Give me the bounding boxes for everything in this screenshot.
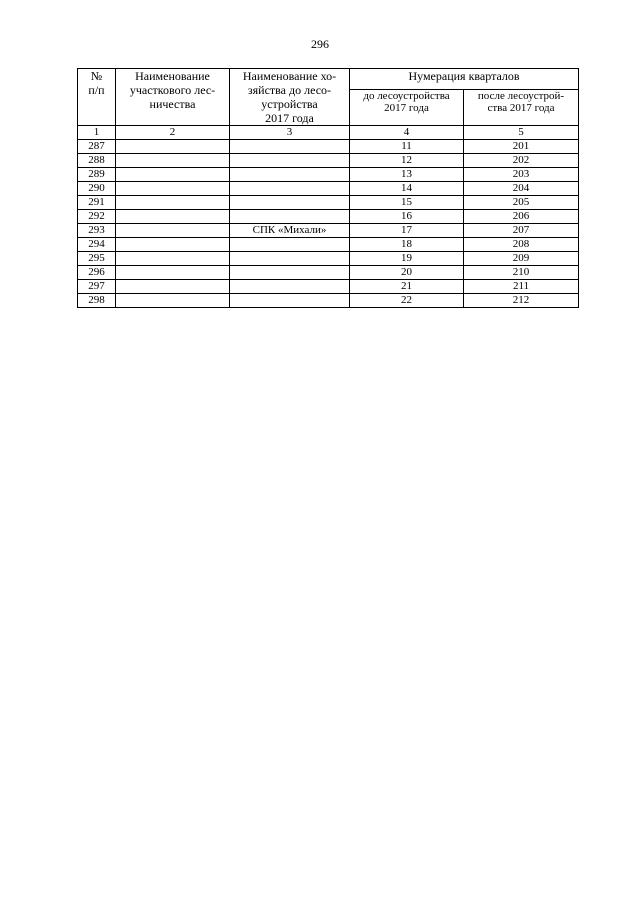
row-forestry xyxy=(116,252,230,266)
table-row xyxy=(78,182,579,196)
row-index: 294 xyxy=(78,238,116,252)
row-farm: СПК «Михали» xyxy=(230,224,350,238)
page-number: 296 xyxy=(311,37,329,51)
header-forestry-line-1: Наименование xyxy=(135,69,210,83)
row-index: 292 xyxy=(78,210,116,224)
row-index: 295 xyxy=(78,252,116,266)
row-index: 293 xyxy=(78,224,116,238)
row-farm xyxy=(230,280,350,294)
row-index: 291 xyxy=(78,196,116,210)
row-quarter-after: 211 xyxy=(464,280,579,294)
column-number: 2 xyxy=(116,126,230,140)
header-after-line-2: ства 2017 года xyxy=(487,102,555,115)
header-before xyxy=(350,90,464,126)
row-quarter-before: 19 xyxy=(350,252,464,266)
table-row xyxy=(78,168,579,182)
table-row xyxy=(78,252,579,266)
header-after xyxy=(464,90,579,126)
row-farm xyxy=(230,168,350,182)
row-quarter-after: 206 xyxy=(464,210,579,224)
header-farm-line-4: 2017 года xyxy=(265,111,314,125)
row-farm xyxy=(230,266,350,280)
row-forestry xyxy=(116,196,230,210)
row-index: 296 xyxy=(78,266,116,280)
row-farm xyxy=(230,294,350,308)
row-quarter-before: 11 xyxy=(350,140,464,154)
header-forestry-line-3: ничества xyxy=(149,97,196,111)
row-quarter-after: 203 xyxy=(464,168,579,182)
column-number: 3 xyxy=(230,126,350,140)
row-forestry xyxy=(116,154,230,168)
row-quarter-after: 207 xyxy=(464,224,579,238)
row-index: 289 xyxy=(78,168,116,182)
header-quarter-numbering: Нумерация кварталов xyxy=(350,69,579,90)
row-quarter-after: 205 xyxy=(464,196,579,210)
column-number-row xyxy=(78,126,579,140)
row-index: 290 xyxy=(78,182,116,196)
header-index-line-2: п/п xyxy=(88,83,105,97)
column-number: 4 xyxy=(350,126,464,140)
row-quarter-before: 18 xyxy=(350,238,464,252)
row-farm xyxy=(230,252,350,266)
table-row xyxy=(78,280,579,294)
table-row xyxy=(78,140,579,154)
row-farm xyxy=(230,154,350,168)
row-index: 298 xyxy=(78,294,116,308)
quarters-table xyxy=(77,68,579,308)
row-quarter-after: 208 xyxy=(464,238,579,252)
column-number: 1 xyxy=(78,126,116,140)
header-farm xyxy=(230,69,350,126)
row-forestry xyxy=(116,266,230,280)
row-quarter-before: 16 xyxy=(350,210,464,224)
row-quarter-before: 20 xyxy=(350,266,464,280)
row-index: 288 xyxy=(78,154,116,168)
row-forestry xyxy=(116,140,230,154)
row-quarter-before: 15 xyxy=(350,196,464,210)
row-forestry xyxy=(116,182,230,196)
header-after-line-1: после лесоустрой- xyxy=(477,90,565,103)
row-quarter-after: 202 xyxy=(464,154,579,168)
row-quarter-before: 13 xyxy=(350,168,464,182)
table-row xyxy=(78,294,579,308)
row-farm xyxy=(230,182,350,196)
row-forestry xyxy=(116,210,230,224)
header-before-line-1: до лесоустройства xyxy=(363,90,450,103)
row-forestry xyxy=(116,224,230,238)
header-farm-line-2: зяйства до лесо- xyxy=(247,83,332,97)
table-row xyxy=(78,210,579,224)
row-quarter-after: 201 xyxy=(464,140,579,154)
row-index: 287 xyxy=(78,140,116,154)
row-forestry xyxy=(116,238,230,252)
column-number: 5 xyxy=(464,126,579,140)
table-row xyxy=(78,154,579,168)
row-farm xyxy=(230,196,350,210)
row-index: 297 xyxy=(78,280,116,294)
row-quarter-before: 12 xyxy=(350,154,464,168)
header-row-top xyxy=(78,69,579,90)
header-index-line-1: № xyxy=(90,69,103,83)
header-farm-line-1: Наименование хо- xyxy=(242,69,337,83)
row-quarter-after: 209 xyxy=(464,252,579,266)
row-quarter-before: 14 xyxy=(350,182,464,196)
row-quarter-after: 204 xyxy=(464,182,579,196)
table-row xyxy=(78,224,579,238)
row-farm xyxy=(230,140,350,154)
table-row xyxy=(78,238,579,252)
row-quarter-before: 21 xyxy=(350,280,464,294)
header-before-line-2: 2017 года xyxy=(384,102,429,115)
table-row xyxy=(78,266,579,280)
row-quarter-before: 22 xyxy=(350,294,464,308)
header-index xyxy=(78,69,116,126)
header-forestry-line-2: участкового лес- xyxy=(129,83,216,97)
row-quarter-after: 210 xyxy=(464,266,579,280)
row-farm xyxy=(230,210,350,224)
row-quarter-after: 212 xyxy=(464,294,579,308)
header-forestry xyxy=(116,69,230,126)
header-farm-line-3: устройства xyxy=(261,97,318,111)
table-row xyxy=(78,196,579,210)
row-farm xyxy=(230,238,350,252)
row-forestry xyxy=(116,294,230,308)
row-forestry xyxy=(116,168,230,182)
row-forestry xyxy=(116,280,230,294)
row-quarter-before: 17 xyxy=(350,224,464,238)
